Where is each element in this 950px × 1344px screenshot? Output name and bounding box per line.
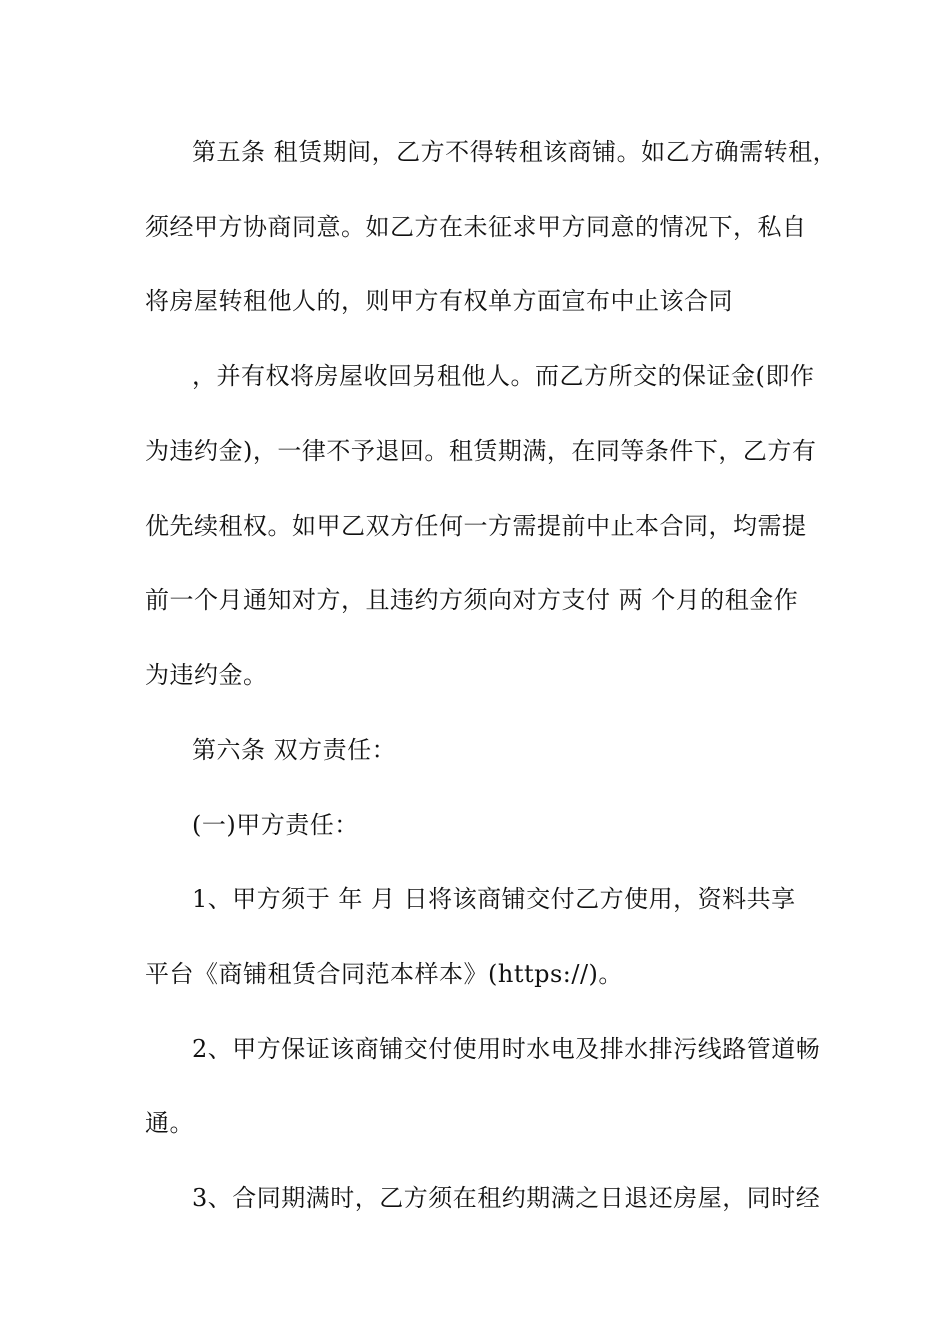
clause-5-line-8: 为违约金。 (145, 661, 268, 689)
clause-5-line-4: ，并有权将房屋收回另租他人。而乙方所交的保证金(即作 (192, 362, 815, 390)
clause-5-line-7: 前一个月通知对方，且违约方须向对方支付 两 个月的租金作 (145, 586, 799, 614)
clause-6-heading: 第六条 双方责任： (192, 736, 397, 764)
item-1-line-2: 平台《商铺租赁合同范本样本》(https://)。 (145, 960, 623, 988)
clause-5-line-1: 第五条 租赁期间，乙方不得转租该商铺。如乙方确需转租， (192, 138, 838, 166)
item-2-line-2: 通。 (145, 1109, 194, 1137)
clause-5-line-2: 须经甲方协商同意。如乙方在未征求甲方同意的情况下，私自 (145, 213, 807, 241)
item-2-line-1: 2、甲方保证该商铺交付使用时水电及排水排污线路管道畅 (192, 1035, 821, 1063)
party-a-heading: (一)甲方责任： (192, 811, 359, 839)
item-1-line-1: 1、甲方须于 年 月 日将该商铺交付乙方使用，资料共享 (192, 885, 796, 913)
clause-5-line-6: 优先续租权。如甲乙双方任何一方需提前中止本合同，均需提 (145, 512, 807, 540)
clause-5-line-3: 将房屋转租他人的，则甲方有权单方面宣布中止该合同 (145, 287, 733, 315)
clause-5-line-5: 为违约金)，一律不予退回。租赁期满，在同等条件下，乙方有 (145, 437, 817, 465)
item-3-line-1: 3、合同期满时，乙方须在租约期满之日退还房屋，同时经 (192, 1184, 821, 1212)
